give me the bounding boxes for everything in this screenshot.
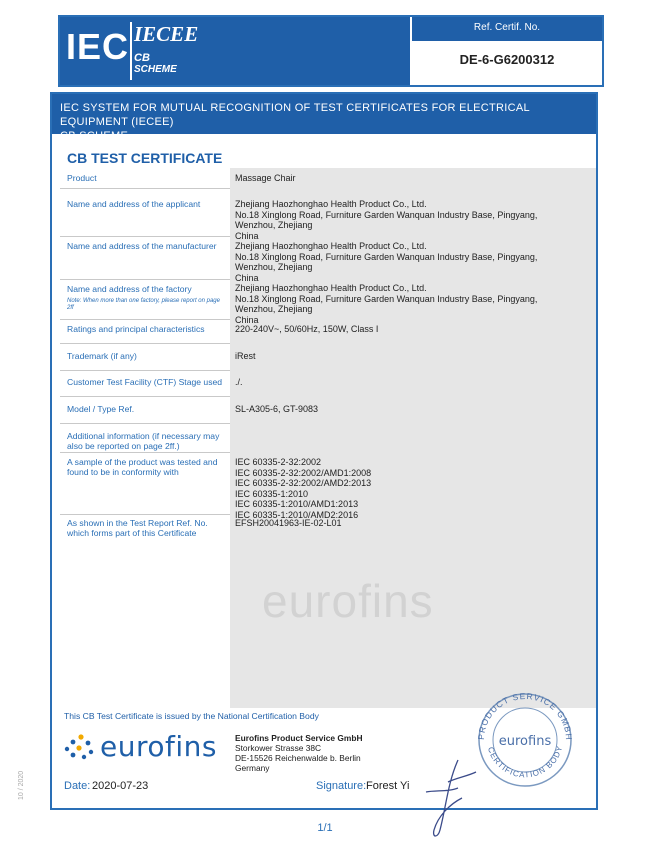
handwritten-signature — [418, 752, 488, 842]
row-divider — [60, 514, 230, 515]
row-divider — [60, 188, 230, 189]
row-divider — [60, 423, 230, 424]
row-divider — [60, 319, 230, 320]
banner-line-1: IEC SYSTEM FOR MUTUAL RECOGNITION OF TEST CERTIFICATES FOR ELECTRICAL EQUIPMENT (IECEE) — [60, 102, 530, 128]
eurofins-dots-icon — [63, 733, 97, 761]
manufacturer-label: Name and address of the manufacturer — [67, 241, 217, 251]
factory-note: Note: When more than one factory, please report on page 2ff — [67, 298, 220, 311]
ref-certif-number: DE-6-G6200312 — [459, 52, 555, 67]
applicant-value: Zhejiang Haozhonghao Health Product Co., Ltd. No.18 Xinglong Road, Furniture Garden Wanquan Industry Base, Pingyang, Wenzhou, Zhejiang China — [235, 199, 538, 241]
report-value: EFSH20041963-IE-02-L01 — [235, 518, 342, 528]
signature-name: Forest Yi — [366, 780, 410, 792]
ratings-label: Ratings and principal characteristics — [67, 324, 205, 334]
ref-certif-label: Ref. Certif. No. — [473, 22, 541, 33]
org-country: Germany — [235, 763, 270, 773]
trademark-value: iRest — [235, 351, 256, 361]
page-number: 1/1 — [317, 822, 333, 834]
stamp-bottom-text: CERTIFICATION BODY — [485, 744, 565, 780]
row-divider — [60, 236, 230, 237]
date-value: 2020-07-23 — [92, 780, 149, 792]
certificate-title: CB TEST CERTIFICATE — [67, 150, 223, 166]
ratings-value: 220-240V~, 50/60Hz, 150W, Class I — [235, 324, 379, 334]
svg-text:CERTIFICATION BODY — [486, 744, 565, 779]
row-divider — [60, 343, 230, 344]
applicant-label: Name and address of the applicant — [67, 199, 201, 209]
org-street: Storkower Strasse 38C — [235, 743, 322, 753]
banner-line-2: CB SCHEME — [60, 130, 129, 142]
side-mark: 10 / 2020 — [18, 770, 25, 800]
signature-label: Signature: — [316, 780, 367, 792]
ctf-value: ./. — [235, 377, 243, 387]
iecee-logo-text: IECEE — [134, 22, 199, 46]
product-label: Product — [67, 173, 97, 183]
eurofins-watermark: eurofins — [262, 575, 434, 627]
org-name: Eurofins Product Service GmbH — [235, 733, 363, 743]
product-value: Massage Chair — [235, 173, 296, 183]
additional-label: Additional information (if necessary may also be reported on page 2ff.) — [67, 431, 220, 451]
org-city: DE-15526 Reichenwalde b. Berlin — [235, 753, 361, 763]
eurofins-logo-text: eurofins — [100, 730, 217, 763]
row-divider — [60, 279, 230, 280]
trademark-label: Trademark (if any) — [67, 351, 137, 361]
standards-value: IEC 60335-2-32:2002 IEC 60335-2-32:2002/AMD1:2008 IEC 60335-2-32:2002/AMD2:2013 IEC 60335-1:2010 IEC 60335-1:2010/AMD1:2013 IEC 60335-1:2010/AMD2:2016 — [235, 457, 372, 520]
cb-logo-text: CB — [134, 52, 150, 64]
iec-logo-text: IEC — [66, 26, 130, 67]
iecee-banner-text — [60, 101, 590, 143]
scheme-logo-text: SCHEME — [134, 64, 177, 75]
stamp-center-text: eurofins — [498, 734, 552, 749]
factory-value: Zhejiang Haozhonghao Health Product Co., Ltd. No.18 Xinglong Road, Furniture Garden Wanquan Industry Base, Pingyang, Wenzhou, Zhejiang China — [235, 283, 538, 325]
report-label: As shown in the Test Report Ref. No. which forms part of this Certificate — [67, 518, 208, 538]
row-divider — [60, 452, 230, 453]
factory-label: Name and address of the factory — [67, 284, 192, 294]
ctf-label: Customer Test Facility (CTF) Stage used — [67, 377, 223, 387]
model-label: Model / Type Ref. — [67, 404, 135, 414]
row-divider — [60, 370, 230, 371]
row-divider — [60, 396, 230, 397]
date-label: Date: — [64, 780, 91, 792]
standards-label: A sample of the product was tested and found to be in conformity with — [67, 457, 218, 477]
issued-by-text: This CB Test Certificate is issued by the National Certification Body — [64, 711, 319, 721]
model-value: SL-A305-6, GT-9083 — [235, 404, 319, 414]
stamp-top-text: PRODUCT SERVICE GMBH — [475, 690, 575, 741]
manufacturer-value: Zhejiang Haozhonghao Health Product Co., Ltd. No.18 Xinglong Road, Furniture Garden Wanquan Industry Base, Pingyang, Wenzhou, Zhejiang China — [235, 241, 538, 283]
